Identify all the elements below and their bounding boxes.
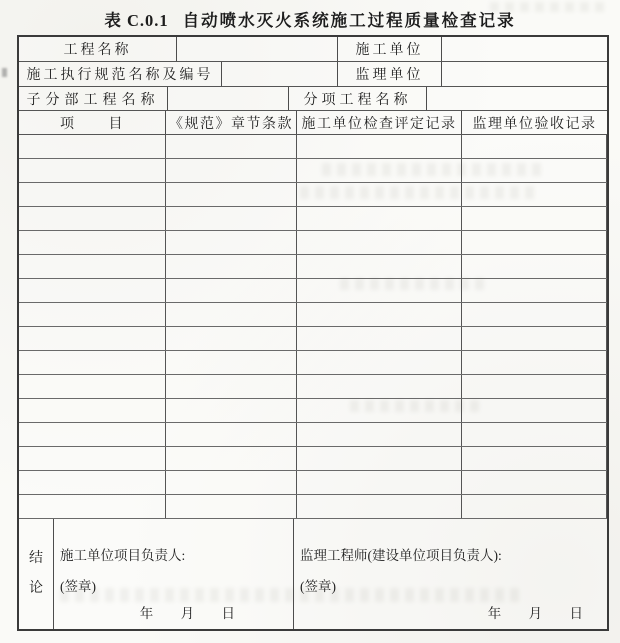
- table-number: 表 C.0.1: [104, 11, 169, 30]
- empty-data-row: [19, 327, 607, 351]
- scan-speck: [2, 68, 7, 77]
- empty-cell: [19, 159, 166, 182]
- construction-unit-label: 施工单位: [338, 37, 442, 61]
- empty-cell: [19, 351, 166, 374]
- empty-cell: [19, 135, 166, 158]
- supervisor-seal-note: (签章): [300, 579, 336, 594]
- construction-unit-value-cell: [442, 37, 607, 61]
- empty-cell: [297, 231, 462, 254]
- empty-cell: [462, 135, 607, 158]
- empty-cell: [166, 327, 297, 350]
- header-supervisor-record: 监理单位验收记录: [472, 116, 597, 132]
- empty-cell: [297, 351, 462, 374]
- empty-cell: [166, 135, 297, 158]
- empty-cell: [166, 471, 297, 494]
- empty-cell: [166, 423, 297, 446]
- empty-cell: [166, 159, 297, 182]
- empty-cell: [19, 375, 166, 398]
- empty-cell: [19, 495, 166, 518]
- empty-cell: [166, 279, 297, 302]
- empty-cell: [462, 159, 607, 182]
- empty-cell: [462, 447, 607, 470]
- empty-cell: [19, 471, 166, 494]
- empty-cell: [166, 399, 297, 422]
- empty-cell: [297, 447, 462, 470]
- empty-data-row: [19, 447, 607, 471]
- contractor-seal-note: (签章): [60, 579, 96, 594]
- empty-data-row: [19, 255, 607, 279]
- empty-cell: [297, 279, 462, 302]
- spec-name-value-cell: [222, 62, 338, 86]
- conclusion-label-cell: [19, 519, 54, 629]
- empty-cell: [297, 375, 462, 398]
- empty-cell: [19, 327, 166, 350]
- supervisor-signature-cell: [294, 519, 607, 629]
- empty-cell: [462, 207, 607, 230]
- project-name-label: 工程名称: [19, 37, 177, 61]
- contractor-date-line: 年 月 日: [139, 606, 235, 621]
- empty-cell: [166, 231, 297, 254]
- empty-cell: [166, 351, 297, 374]
- empty-cell: [166, 447, 297, 470]
- grid-header-row: [19, 111, 607, 135]
- supervision-unit-label: 监理单位: [338, 62, 442, 86]
- empty-data-row: [19, 183, 607, 207]
- sub-subproject-value-cell: [168, 87, 289, 110]
- empty-cell: [166, 303, 297, 326]
- empty-cell: [297, 159, 462, 182]
- spec-name-label: 施工执行规范名称及编号: [19, 62, 222, 86]
- empty-data-row: [19, 375, 607, 399]
- empty-data-row: [19, 351, 607, 375]
- empty-cell: [297, 255, 462, 278]
- info-row-spec: [19, 62, 607, 87]
- empty-data-row: [19, 399, 607, 423]
- info-row-project: [19, 37, 607, 62]
- empty-cell: [462, 183, 607, 206]
- empty-cell: [19, 207, 166, 230]
- empty-data-row: [19, 471, 607, 495]
- empty-cell: [297, 183, 462, 206]
- header-contractor-record: 施工单位检查评定记录: [297, 111, 462, 134]
- empty-data-row: [19, 135, 607, 159]
- empty-data-row: [19, 231, 607, 255]
- project-name-value-cell: [177, 37, 338, 61]
- sub-subproject-label: 子分部工程名称: [19, 87, 168, 110]
- supervision-unit-value-cell: [442, 62, 607, 86]
- empty-cell: [19, 279, 166, 302]
- subitem-value-cell: [427, 87, 607, 110]
- empty-cell: [166, 183, 297, 206]
- empty-cell: [297, 303, 462, 326]
- table-caption: [0, 7, 620, 31]
- empty-cell: [166, 255, 297, 278]
- empty-cell: [297, 135, 462, 158]
- empty-cell: [166, 495, 297, 518]
- empty-data-row: [19, 207, 607, 231]
- empty-cell: [297, 495, 462, 518]
- empty-cell: [462, 423, 607, 446]
- header-spec-clause: 《规范》章节条款: [166, 111, 297, 134]
- empty-cell: [297, 471, 462, 494]
- header-item: 项 目: [19, 111, 166, 134]
- empty-cell: [297, 399, 462, 422]
- supervisor-signature-title: 监理工程师(建设单位项目负责人):: [300, 548, 502, 563]
- empty-cell: [462, 471, 607, 494]
- empty-cell: [19, 231, 166, 254]
- empty-cell: [19, 423, 166, 446]
- subitem-label: 分项工程名称: [289, 87, 427, 110]
- quality-inspection-table: [17, 35, 609, 631]
- empty-cell: [462, 495, 607, 518]
- empty-cell: [462, 399, 607, 422]
- empty-cell: [462, 255, 607, 278]
- empty-data-row: [19, 423, 607, 447]
- empty-cell: [462, 327, 607, 350]
- empty-cell: [462, 351, 607, 374]
- info-row-subproject: [19, 87, 607, 111]
- empty-cell: [19, 255, 166, 278]
- empty-cell: [19, 303, 166, 326]
- contractor-signature-title: 施工单位项目负责人:: [60, 548, 186, 563]
- empty-cell: [19, 399, 166, 422]
- empty-cell: [297, 327, 462, 350]
- empty-cell: [462, 231, 607, 254]
- empty-cell: [297, 207, 462, 230]
- empty-data-row: [19, 279, 607, 303]
- supervisor-date-line: 年 月 日: [487, 606, 583, 621]
- conclusion-label: 结论: [29, 550, 43, 596]
- empty-data-row: [19, 159, 607, 183]
- conclusion-row: [19, 519, 607, 629]
- empty-cell: [462, 303, 607, 326]
- table-title-text: 自动喷水灭火系统施工过程质量检查记录: [182, 11, 516, 30]
- empty-cell: [166, 375, 297, 398]
- empty-cell: [297, 423, 462, 446]
- empty-data-row: [19, 495, 607, 519]
- contractor-signature-cell: [54, 519, 294, 629]
- empty-cell: [462, 375, 607, 398]
- empty-cell: [19, 447, 166, 470]
- empty-cell: [19, 183, 166, 206]
- empty-cell: [166, 207, 297, 230]
- empty-data-row: [19, 303, 607, 327]
- empty-cell: [462, 279, 607, 302]
